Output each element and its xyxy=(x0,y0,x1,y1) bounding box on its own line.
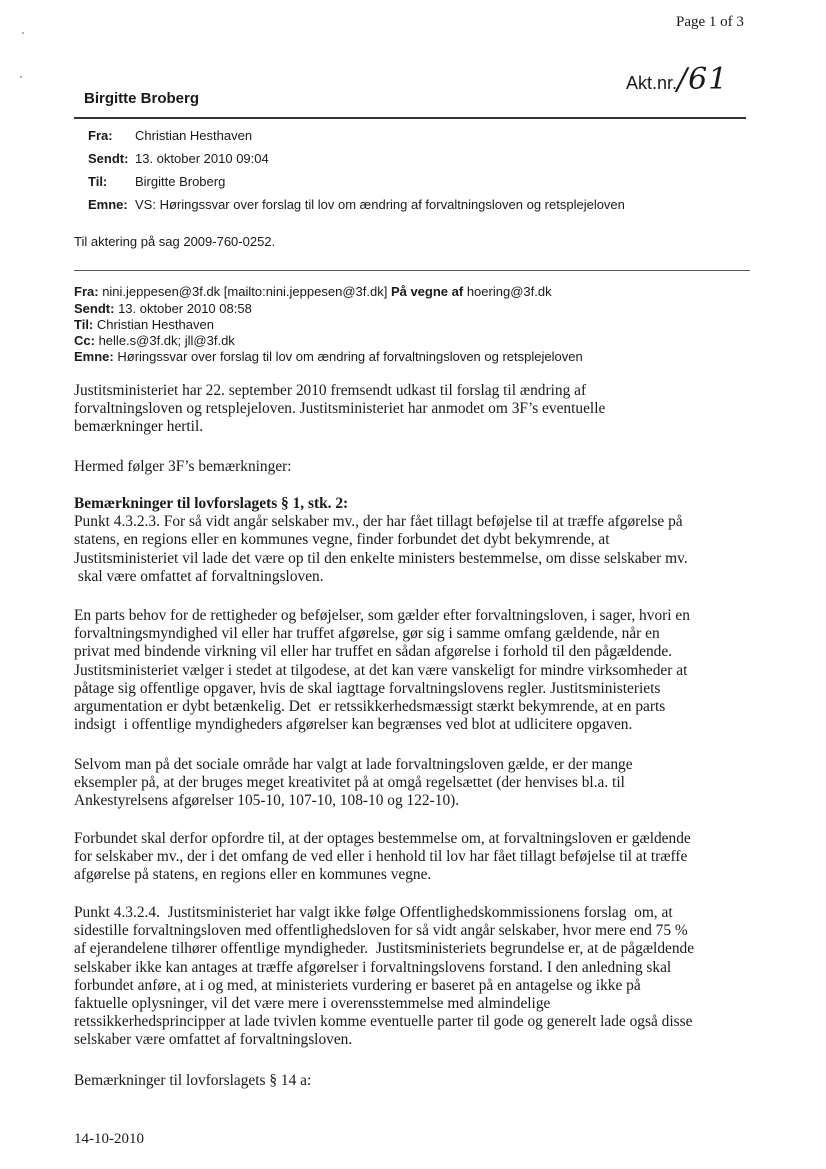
text-line: En parts behov for de rettigheder og beføjelser, som gælder efter forvaltningsloven, i sager, hvori en xyxy=(74,607,690,624)
text-line: retssikkerhedsprincipper at lade tvivlen komme eventuelle parter til gode og generelt lade også disse xyxy=(74,1013,693,1031)
text-line: Selvom man på det sociale område har valgt at lade forvaltningsloven gælde, er der mange xyxy=(74,756,633,773)
page-number: Page 1 of 3 xyxy=(676,14,744,30)
paragraph-intro xyxy=(74,382,750,437)
fwd-to-label: Til: xyxy=(74,317,94,332)
text-line: eksempler på, at der bruges meget kreativitet på at omgå regelsættet (der henvises bl.a. til xyxy=(74,774,625,792)
text-line: Punkt 4.3.2.4. Justitsministeriet har valgt ikke følge Offentlighedskommissionens forslag om, at xyxy=(74,904,673,921)
fwd-subject-row xyxy=(74,349,583,364)
fwd-from-row xyxy=(74,284,552,299)
sent-value: 13. oktober 2010 09:04 xyxy=(135,151,269,166)
fwd-on-behalf-label: På vegne af xyxy=(390,284,464,299)
from-value: Christian Hesthaven xyxy=(135,128,253,143)
text-line: faktuelle oplysninger, vil det være mere i overensstemmelse med almindelige xyxy=(74,995,551,1013)
text-line: sidestille forvaltningsloven med offentlighedsloven for så vidt angår selskaber, hvor mere end 75 % xyxy=(74,922,688,940)
akt-stamp xyxy=(626,62,728,97)
text-line: skal være omfattet af forvaltningsloven. xyxy=(74,567,324,585)
text-line: påtage sig offentlige opgaver, hvis de skal iagttage forvaltningslovens regler. Justitsministeriets xyxy=(74,679,661,697)
fwd-subject-value: Høringssvar over forslag til lov om ændring af forvaltningsloven og retsplejeloven xyxy=(117,349,583,364)
text-line: Justitsministeriet har 22. september 2010 fremsendt udkast til forslag til ændring af xyxy=(74,382,587,399)
from-label: Fra: xyxy=(88,128,113,143)
paragraph-party-rights xyxy=(74,607,750,734)
header-to-row xyxy=(88,174,225,190)
fwd-from-label: Fra: xyxy=(74,284,99,299)
header-from-row xyxy=(88,128,252,144)
text-line: Justitsministeriet vil lade det være op til den enkelte ministers bestemmelse, om disse selskaber mv. xyxy=(74,549,688,567)
fwd-sent-row xyxy=(74,301,252,316)
fwd-to-row xyxy=(74,317,214,332)
text-line: bemærkninger hertil. xyxy=(74,418,204,436)
text-line: selskaber være omfattet af forvaltningsloven. xyxy=(74,1031,353,1049)
fwd-from-value: nini.jeppesen@3f.dk [mailto:nini.jeppesen@3f.dk] xyxy=(102,284,388,299)
mailbox-owner: Birgitte Broberg xyxy=(84,90,200,107)
text-line: indsigt i offentlige myndigheders afgørelser kan begrænses ved blot at udlicitere opgaven. xyxy=(74,716,633,734)
akt-label: Akt.nr. xyxy=(626,73,678,93)
text-line: Hermed følger 3F’s bemærkninger: xyxy=(74,458,292,475)
paragraph-point-4324 xyxy=(74,904,750,1050)
to-value: Birgitte Broberg xyxy=(135,174,226,189)
text-line: Justitsministeriet vælger i stedet at tilgodese, at det kan være vanskeligt for mindre virksomheder at xyxy=(74,661,688,679)
case-note: Til aktering på sag 2009-760-0252. xyxy=(74,234,276,249)
text-line: forbundet anføre, at i og med, at ministeriets vurdering er baseret på en antagelse og ikke på xyxy=(74,976,641,994)
text-line: afgørelse på statens, en regions eller en kommunes vegne. xyxy=(74,866,432,884)
section-heading: Bemærkninger til lovforslagets § 1, stk. 2: xyxy=(74,495,349,512)
fwd-sent-label: Sendt: xyxy=(74,301,115,316)
to-label: Til: xyxy=(88,174,108,189)
text-line: Bemærkninger til lovforslagets § 14 a: xyxy=(74,1072,312,1089)
header-subject-row xyxy=(88,197,625,213)
paragraph-social-area xyxy=(74,756,750,811)
text-line: Forbundet skal derfor opfordre til, at der optages bestemmelse om, at forvaltningsloven er gældende xyxy=(74,830,691,847)
footer-date: 14-10-2010 xyxy=(74,1131,144,1147)
fwd-to-value: Christian Hesthaven xyxy=(96,317,214,332)
text-line: argumentation er dybt betænkelig. Det er retssikkerhedsmæssigt stærkt bekymrende, at en parts xyxy=(74,698,666,716)
fwd-cc-label: Cc: xyxy=(74,333,95,348)
header-divider xyxy=(74,117,746,119)
scan-speck xyxy=(20,76,22,78)
text-line: forvaltningsloven og retsplejeloven. Justitsministeriet har anmodet om 3F’s eventuelle xyxy=(74,400,606,418)
text-line: forvaltningsmyndighed vil eller har truffet afgørelse, gør sig i samme omfang gældende, når en xyxy=(74,625,660,643)
fwd-cc-value: helle.s@3f.dk; jll@3f.dk xyxy=(98,333,235,348)
subject-label: Emne: xyxy=(88,197,128,212)
text-line: selskaber ikke kan antages at træffe afgørelser i forvaltningslovens forstand. I den anledning skal xyxy=(74,958,672,976)
text-line: for selskaber mv., der i det omfang de ved eller i henhold til lov har fået tillagt beføjelse til at træffe xyxy=(74,848,688,866)
scan-speck xyxy=(22,32,24,34)
paragraph-recommendation xyxy=(74,830,750,885)
fwd-subject-label: Emne: xyxy=(74,349,114,364)
fwd-cc-row xyxy=(74,333,235,348)
text-line: statens, en regions eller en kommunes vegne, finder forbundet det dybt bekymrende, at xyxy=(74,531,610,549)
sent-label: Sendt: xyxy=(88,151,129,166)
text-line: Punkt 4.3.2.3. For så vidt angår selskaber mv., der har fået tillagt beføjelse til at træffe afgørelse på xyxy=(74,513,683,531)
fwd-on-behalf-value: hoering@3f.dk xyxy=(466,284,552,299)
forward-divider xyxy=(74,270,750,271)
text-line: Ankestyrelsens afgørelser 105-10, 107-10, 108-10 og 122-10). xyxy=(74,792,460,810)
subject-value: VS: Høringssvar over forslag til lov om ændring af forvaltningsloven og retsplejeloven xyxy=(135,197,625,212)
akt-number: /61 xyxy=(677,62,729,97)
section-14a-heading xyxy=(74,1072,750,1090)
header-sent-row xyxy=(88,151,269,167)
fwd-sent-value: 13. oktober 2010 08:58 xyxy=(118,301,252,316)
section-1 xyxy=(74,495,750,586)
paragraph-remarks-intro xyxy=(74,458,750,476)
text-line: af ejerandelene tilhører offentlige myndigheder. Justitsministeriets begrundelse er, at de pågældende xyxy=(74,940,695,958)
text-line: privat med bindende virkning vil eller har truffet en sådan afgørelse i forhold til den pågældende. xyxy=(74,643,673,661)
